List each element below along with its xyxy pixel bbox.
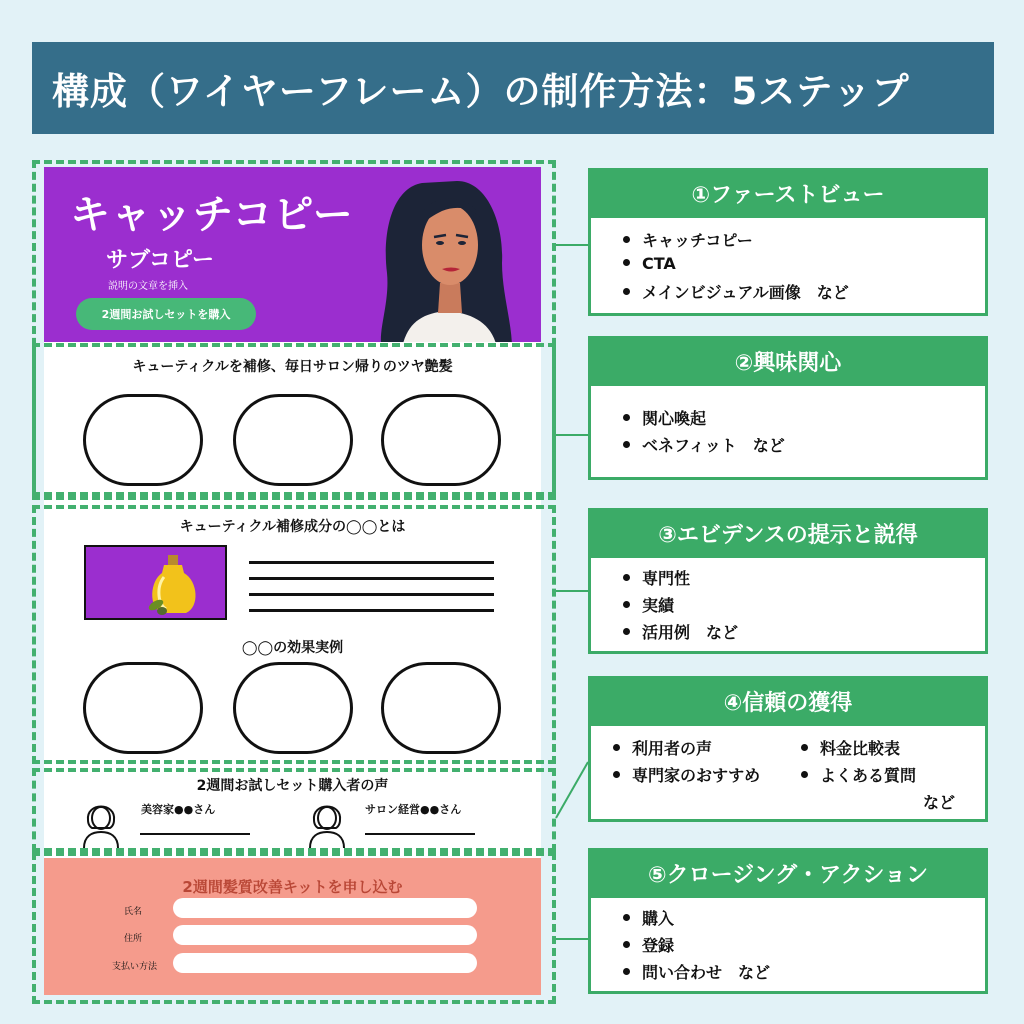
step-title: ①ファーストビュー bbox=[588, 168, 988, 218]
form-label-address: 住所 bbox=[124, 934, 143, 944]
step-title: ⑤クロージング・アクション bbox=[588, 848, 988, 898]
voice-person-2: サロン経営●●さん bbox=[365, 803, 462, 816]
step-item: 専門性 bbox=[623, 566, 690, 589]
hero-cta-button[interactable]: 2週間お試しセットを購入 bbox=[76, 298, 256, 330]
step-item: ベネフィット など bbox=[623, 433, 785, 456]
form-label-name: 氏名 bbox=[124, 907, 143, 917]
step-item: 専門家のおすすめ bbox=[613, 763, 760, 786]
step-first-view bbox=[588, 168, 988, 316]
connector-line bbox=[556, 434, 588, 436]
step-item: 利用者の声 bbox=[613, 736, 712, 759]
step-item: よくある質問 bbox=[801, 763, 916, 786]
step-title: ③エビデンスの提示と説得 bbox=[588, 508, 988, 558]
voices-heading: 2週間お試しセット購入者の声 bbox=[196, 778, 389, 794]
step-item: 料金比較表 bbox=[801, 736, 900, 759]
page-title: 構成（ワイヤーフレーム）の制作方法：5ステップ bbox=[32, 42, 994, 134]
step-item-trailing: など bbox=[923, 793, 956, 812]
evidence-heading: キューティクル補修成分の◯◯とは bbox=[179, 519, 406, 535]
connector-line bbox=[556, 938, 588, 940]
step-title: ④信頼の獲得 bbox=[588, 676, 988, 726]
step-trust bbox=[588, 676, 988, 822]
step-evidence bbox=[588, 508, 988, 654]
step-item: 登録 bbox=[623, 933, 674, 956]
step-item: 実績 bbox=[623, 593, 674, 616]
step-item: CTA bbox=[623, 254, 676, 273]
step-item: 関心喚起 bbox=[623, 406, 706, 429]
step-item: 活用例 など bbox=[623, 620, 738, 643]
hero-sub-copy: サブコピー bbox=[106, 248, 215, 273]
connector-line bbox=[554, 760, 590, 820]
form-label-payment: 支払い方法 bbox=[112, 962, 158, 972]
step-item: 購入 bbox=[623, 906, 674, 929]
section-outline-evidence bbox=[32, 505, 556, 764]
hero-catch-copy: キャッチコピー bbox=[70, 192, 354, 238]
voice-person-1: 美容家●●さん bbox=[141, 803, 216, 816]
step-interest bbox=[588, 336, 988, 480]
step-title: ②興味関心 bbox=[588, 336, 988, 386]
effect-heading: ◯◯の効果実例 bbox=[241, 640, 344, 656]
step-closing bbox=[588, 848, 988, 994]
connector-line bbox=[556, 590, 588, 592]
section-outline-trust bbox=[32, 768, 556, 852]
section-outline-interest bbox=[32, 343, 556, 496]
interest-heading: キューティクルを補修、毎日サロン帰りのツヤ艶髪 bbox=[132, 359, 453, 375]
section-outline-closing bbox=[32, 852, 556, 1004]
step-item: キャッチコピー bbox=[623, 228, 753, 251]
connector-line bbox=[556, 244, 588, 246]
step-item: 問い合わせ など bbox=[623, 960, 770, 983]
step-item: メインビジュアル画像 など bbox=[623, 280, 849, 303]
form-title: 2週間髪質改善キットを申し込む bbox=[182, 878, 403, 896]
hero-description: 説明の文章を挿入 bbox=[108, 281, 188, 292]
